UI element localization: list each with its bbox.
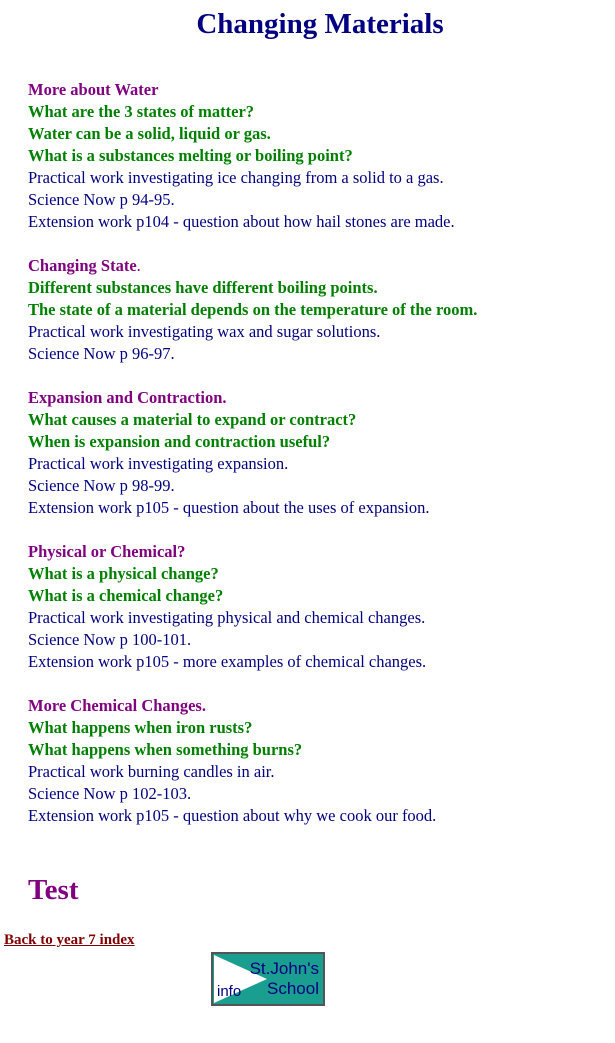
section-heading: More Chemical Changes.	[28, 696, 206, 715]
question-line: When is expansion and contraction useful?	[28, 432, 331, 451]
section-more-chemical-changes	[28, 695, 608, 827]
question-line: Different substances have different boiling points.	[28, 278, 378, 297]
section-more-about-water	[28, 79, 608, 233]
logo-text-line1: St.John's	[249, 959, 319, 978]
test-heading: Test	[28, 874, 79, 906]
practical-work-line: Practical work investigating expansion.	[28, 454, 289, 473]
topics-list	[28, 79, 608, 849]
section-expansion-contraction	[28, 387, 608, 519]
question-line: What are the 3 states of matter?	[28, 102, 255, 121]
textbook-reference: Science Now p 98-99.	[28, 476, 175, 495]
logo-text-line2: School	[267, 979, 319, 998]
textbook-reference: Science Now p 100-101.	[28, 630, 192, 649]
extension-work-line: Extension work p105 - question about why we cook our food.	[28, 806, 437, 825]
section-heading	[28, 255, 608, 277]
practical-work-line: Practical work investigating ice changing from a solid to a gas.	[28, 168, 444, 187]
textbook-reference: Science Now p 94-95.	[28, 190, 175, 209]
practical-work-line: Practical work burning candles in air.	[28, 762, 275, 781]
logo-info-text: info	[217, 983, 242, 1000]
textbook-reference: Science Now p 102-103.	[28, 784, 192, 803]
textbook-reference: Science Now p 96-97.	[28, 344, 175, 363]
extension-work-line: Extension work p104 - question about how hail stones are made.	[28, 212, 455, 231]
question-line: The state of a material depends on the temperature of the room.	[28, 300, 478, 319]
question-line: What is a substances melting or boiling point?	[28, 146, 353, 165]
section-heading: More about Water	[28, 80, 159, 99]
section-changing-state	[28, 255, 608, 365]
section-heading-period: .	[136, 256, 141, 275]
question-line: Water can be a solid, liquid or gas.	[28, 124, 271, 143]
question-line: What causes a material to expand or contract?	[28, 410, 357, 429]
practical-work-line: Practical work investigating wax and sugar solutions.	[28, 322, 381, 341]
question-line: What happens when iron rusts?	[28, 718, 253, 737]
section-heading-text: Changing State	[28, 256, 137, 275]
section-heading: Physical or Chemical?	[28, 542, 186, 561]
question-line: What happens when something burns?	[28, 740, 303, 759]
school-logo[interactable]	[211, 952, 325, 1006]
section-physical-or-chemical	[28, 541, 608, 673]
extension-work-line: Extension work p105 - more examples of chemical changes.	[28, 652, 427, 671]
practical-work-line: Practical work investigating physical and chemical changes.	[28, 608, 426, 627]
back-to-index-link[interactable]: Back to year 7 index	[4, 932, 135, 948]
page-title: Changing Materials	[196, 8, 444, 40]
question-line: What is a physical change?	[28, 564, 219, 583]
question-line: What is a chemical change?	[28, 586, 224, 605]
extension-work-line: Extension work p105 - question about the uses of expansion.	[28, 498, 430, 517]
section-heading: Expansion and Contraction.	[28, 388, 227, 407]
